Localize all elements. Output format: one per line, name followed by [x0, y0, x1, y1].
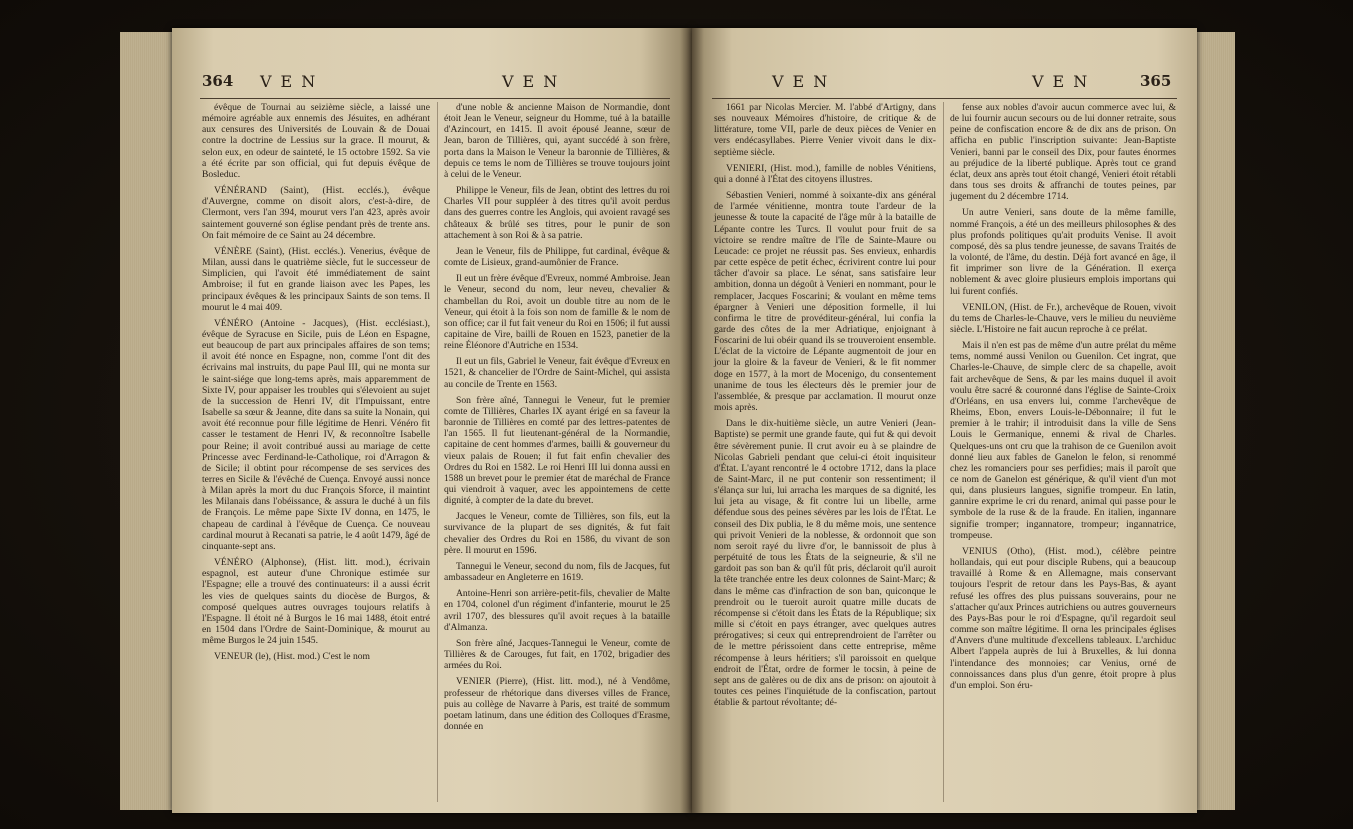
paragraph: 1661 par Nicolas Mercier. M. l'abbé d'Artigny, dans ses nouveaux Mémoires d'histoire, de critique & de littérature, tome VII, parle de deux pièces de Venier en vers endécasyllabes. Pierre Venier vivoit dans le dix-septième siècle.: [714, 102, 936, 158]
right-page-number: 365: [1140, 72, 1172, 90]
right-column-divider: [943, 102, 944, 802]
paragraph: VENIUS (Otho), (Hist. mod.), célèbre peintre hollandais, qui eut pour disciple Rubens, qui a beaucoup travaillé à Rome & en Allemagne, mais conservant toujours l'esprit de retour dans les Pays-Bas, & ayant refusé les offres des plus puissans souverains, pour ne s'attacher qu'aux Princes autrichiens ou autres gouverneurs des Pays-Bas pour le roi d'Espagne, qu'il regardoit seul comme son maître légitime. Il orna les principales églises d'Anvers d'une multitude d'excellens tableaux. L'archiduc Albert l'appela auprès de lui à Bruxelles, & lui donna l'intendance des monnoies; car Venius, orné de connoissances dans plus d'un genre, étoit propre à plus d'un emploi. Son éru-: [950, 545, 1176, 691]
paragraph: Son frère aîné, Tannegui le Veneur, fut le premier comte de Tillières, Charles IX ayant érigé en sa faveur la baronnie de Tillières en comté par des lettres-patentes de l'an 1565. Il fut lieutenant-général de la Normandie, capitaine de cent hommes d'armes, bailli & gouverneur du vieux palais de Rouen; il fut fait enfin chevalier des Ordres du Roi en 1582. Le roi Henri III lui donna aussi en 1588 un brevet pour le premier état de maréchal de France qui viendroit à vaquer, avec les appointemens de cette dignité, à compter de la date du brevet.: [444, 394, 670, 507]
left-column-2: [444, 102, 670, 737]
paragraph: Dans le dix-huitième siècle, un autre Venieri (Jean-Baptiste) se permit une grande faute, qui fut & qui devoit être sévèrement punie. Il crut avoir eu à se plaindre de Nicolas Gabrieli pendant que celui-ci étoit inquisiteur d'État. L'ayant rencontré le 4 octobre 1712, dans la place de Saint-Marc, il ne put contenir son ressentiment; il s'élança sur lui, lui arracha les marques de sa dignité, les lui jeta au visage, & fit contre lui un libelle, arme défendue sous des peines sévères par les lois de l'État. Le conseil des Dix publia, le 8 du même mois, une sentence qui privoit Venieri de la noblesse, & ordonnoit que son nom seroit rayé du livre d'or, le bannissoit de plus à perpétuité de tous les États de la seigneurie, & s'il ne gardoit pas son ban & qu'il fût pris, déclaroit qu'il auroit la tête tranchée entre les deux colonnes de Saint-Marc; & dans le même cas d'infraction de son ban, quiconque le prendroit ou le tueroit auroit quatre mille ducats de récompense si c'étoit dans les États de la République; six mille si c'étoit en pays étranger, avec quelques autres prérogatives; si ceux qui entreprendroient de l'arrêter ou de le mettre périssoient dans cette entreprise, même récompense à leurs héritiers; s'il paroissoit en quelque endroit de l'État, ordre de former le tocsin, à peine de sept ans de galères ou de dix ans de prison: on ajoutoit à toutes ces peines l'inquiétude de la confiscation, partout établie & partout révoltante; dé-: [714, 418, 936, 709]
right-column-1: [714, 102, 936, 713]
paragraph: Il eut un frère évêque d'Evreux, nommé Ambroise. Jean le Veneur, second du nom, leur neveu, chevalier & chambellan du Roi, avoit un double titre au nom de le Veneur, qui étoit à la fois son nom de famille & le nom de son office; car il fut fait veneur du Roi en 1506; il fut aussi capitaine de Vire, bailli de Rouen en 1523, panetier de la reine Éléonore d'Autriche en 1534.: [444, 273, 670, 352]
left-header-rule: [200, 98, 670, 99]
paragraph: VENIERI, (Hist. mod.), famille de nobles Vénitiens, qui a donné à l'État des citoyens illustres.: [714, 162, 936, 185]
paragraph: Antoine-Henri son arrière-petit-fils, chevalier de Malte en 1704, colonel d'un régiment d'infanterie, mourut le 25 avril 1707, des blessures qu'il avoit reçues à la bataille d'Almanza.: [444, 588, 670, 633]
left-column-1: [202, 102, 430, 668]
left-column-divider: [437, 102, 438, 802]
open-book: [120, 10, 1235, 820]
left-page-number: 364: [202, 72, 234, 90]
paragraph: fense aux nobles d'avoir aucun commerce avec lui, & de lui fournir aucun secours ou de lui donner retraite, sous peine de confiscation encore & de dix ans de prison. On afficha en public l'inscription suivante: Jean-Baptiste Venieri, banni par le conseil des Dix, pour fautes énormes au préjudice de la liberté publique. Après tout ce grand éclat, deux ans après tout étoit changé, Venieri étoit rétabli dans tous ses droits & affranchi de toutes peines, par jugement du 2 décembre 1714.: [950, 102, 1176, 203]
book-gutter: [680, 28, 704, 813]
paragraph: VÉNÈRE (Saint), (Hist. ecclés.). Venerius, évêque de Milan, aussi dans le quatrième siècle, fut le successeur de Simplicien, qui l'avoit été immédiatement de saint Ambroise; il fut en grande liaison avec les Papes, les principaux évêques & les principaux Saints de son tems. Il mourut le 4 mai 409.: [202, 245, 430, 313]
left-running-title-1: VEN: [260, 72, 325, 91]
left-running-title-2: VEN: [502, 72, 567, 91]
left-page: [172, 28, 692, 813]
right-running-title-2: VEN: [1032, 72, 1097, 91]
paragraph: Philippe le Veneur, fils de Jean, obtint des lettres du roi Charles VII pour suppléer à des titres qu'il avoit perdus dans des guerres contre les Anglois, qui avoient ravagé ses châteaux & brûlé ses titres, pour le punir de son attachement à son Roi & à sa patrie.: [444, 185, 670, 241]
paragraph: évêque de Tournai au seizième siècle, a laissé une mémoire agréable aux ennemis des Jésuites, en adhérant aux censures des Universités de Louvain & de Douai contre la doctrine de Lessius sur la grace. Il mourut, & selon eux, en odeur de sainteté, le 15 octobre 1592. Sa vie a été écrite par son official, qui fut depuis évêque de Bosleduc.: [202, 102, 430, 180]
right-running-title-1: VEN: [772, 72, 837, 91]
paragraph: Jacques le Veneur, comte de Tillières, son fils, eut la survivance de la plupart de ses dignités, & fut fait chevalier des Ordres du Roi en 1586, du vivant de son père. Il mourut en 1596.: [444, 511, 670, 556]
paragraph: VENEUR (le), (Hist. mod.) C'est le nom: [214, 651, 371, 663]
paragraph: VENILON, (Hist. de Fr.), archevêque de Rouen, vivoit du tems de Charles-le-Chauve, vers le milieu du neuvième siècle. L'Histoire ne fait aucun reproche à ce prélat.: [950, 301, 1176, 335]
right-column-2: [950, 102, 1176, 696]
paragraph: Tannegui le Veneur, second du nom, fils de Jacques, fut ambassadeur en Angleterre en 1619.: [444, 560, 670, 584]
paragraph: VÉNÉRAND (Saint), (Hist. ecclés.), évêque d'Auvergne, comme on disoit alors, c'est-à-dire, de Clermont, vers l'an 394, mourut vers l'an 423, après avoir saintement gouverné son église pendant près de trente ans. On fait mémoire de ce Saint au 24 décembre.: [202, 185, 430, 241]
paragraph: Un autre Venieri, sans doute de la même famille, nommé François, a été un des meilleurs philosophes & des plus profonds politiques qu'ait produits Venise. Il avoit composé, dès sa plus tendre jeunesse, de savans Traités de la volonté, de l'âme, du destin. Déjà fort avancé en âge, il fit imprimer son livre de la Génération. Il exerça noblement & avec gloire plusieurs emplois importans qui lui furent confiés.: [950, 207, 1176, 297]
paragraph: VENIER (Pierre), (Hist. litt. mod.), né à Vendôme, professeur de rhétorique dans diverses villes de France, puis au collège de Navarre à Paris, est traité de sommum poetam latinum, dans une édition des Colloques d'Erasme, donnée en: [444, 676, 670, 732]
page-edges-left: [120, 32, 175, 810]
paragraph: d'une noble & ancienne Maison de Normandie, dont étoit Jean le Veneur, seigneur du Homme, tué à la bataille d'Azincourt, en 1415. Il avoit épousé Jeanne, sœur de Jean, baron de Tillières, qui, ayant succédé à son frère, porta dans la Maison le Veneur la baronnie de Tillières, & depuis ce tems le nom de Tillières se trouve toujours joint à celui de le Veneur.: [444, 102, 670, 180]
paragraph: Mais il n'en est pas de même d'un autre prélat du même tems, nommé aussi Venilon ou Guenilon. Cet ingrat, que Charles-le-Chauve, de simple clerc de sa chapelle, avoit fait archevêque de Sens, & par les mains duquel il avoit voulu être sacré & couronné dans l'église de Sainte-Croix d'Orléans, en usa envers lui, comme l'archevêque de Rheims, Ebon, envers Louis-le-Débonnaire; il fut le premier à le trahir; il introduisit dans la ville de Sens Louis le Germanique, ennemi & rival de Charles. Quelques-uns ont cru que la trahison de ce Guenilon avoit donné lieu aux fables de Ganelon le felon, si renommé chez les romanciers pour ses perfidies; mais il paroît que ce nom de Ganelon est générique, & qu'il vient d'un mot qui, dans plusieurs langues, signifie trompeur. En latin, gannire exprime le cri du renard, animal qui passe pour le symbole de la ruse & de la fraude. En italien, ingannare signifie tromper; ingannatore, trompeur; ingannatrice, trompeuse.: [950, 340, 1176, 541]
right-page: [692, 28, 1197, 813]
paragraph: Il eut un fils, Gabriel le Veneur, fait évêque d'Evreux en 1521, & chancelier de l'Ordre de Saint-Michel, qui assista au concile de Trente en 1563.: [444, 356, 670, 390]
paragraph: Sébastien Venieri, nommé à soixante-dix ans général de l'armée vénitienne, montra toute l'ardeur de la jeunesse & toute la capacité de l'âge mûr à la bataille de Lépante contre les Turcs. Il voulut pour fruit de sa victoire se rendre maître de l'île de Sainte-Maure ou Leucade: ce projet ne réussit pas. Ses envieux, enhardis par cette espèce de petit échec, écrivirent contre lui pour tâcher d'avoir sa place. Le sénat, sans satisfaire leur ambition, donna un dégoût à Venieri en nommant, pour le remplacer, Jacques Foscarini; & voulant en même tems épargner à Venieri une déposition formelle, il lui confirma le titre de provéditeur-général, lui confia la garde des côtes de la mer Adriatique, enjoignant à Foscarini de lui obéir quand ils se trouveroient ensemble. L'éclat de la victoire de Lépante augmentoit de jour en jour la gloire & la faveur de Venieri, & le fit nommer doge en 1577, à la mort de Mocenigo, du consentement unanime de tous les électeurs dès le premier jour de l'assemblée, & presque par acclamation. Il mourut onze mois après.: [714, 190, 936, 414]
right-header-rule: [712, 98, 1177, 99]
paragraph: Jean le Veneur, fils de Philippe, fut cardinal, évêque & comte de Lisieux, grand-aumônier de France.: [444, 245, 670, 269]
paragraph: VÉNÉRO (Alphonse), (Hist. litt. mod.), écrivain espagnol, est auteur d'une Chronique estimée sur l'Espagne; elle a trouvé des continuateurs: il a aussi écrit les vies de quelques saints du diocèse de Burgos, & composé quelques autres ouvrages toujours relatifs à l'Espagne. Il étoit né à Burgos le 16 mai 1488, étoit entré en 1504 dans l'Ordre de Saint-Dominique, & mourut au même Burgos le 24 juin 1545.: [202, 557, 430, 647]
paragraph: VÉNÉRO (Antoine - Jacques), (Hist. ecclésiast.), évêque de Syracuse en Sicile, puis de Léon en Espagne, eut beaucoup de part aux principales affaires de son tems; il avoit été nonce en Espagne, non, comme l'ont dit des écrivains mal instruits, du pape Paul III, qui ne monta sur le saint-siége que long-tems après, mais apparemment de Sixte IV, pour appaiser les troubles qui s'élevoient au sujet de la succession de Henri IV, dit l'Impuissant, entre Isabelle sa sœur & Jeanne, dite dans sa suite la Nonain, qui avoit été reconnue pour fille légitime de Henri. Vénéro fit casser le testament de Henri IV, & reconnoître Isabelle pour Reine; il avoit contribué aussi au mariage de cette Princesse avec Ferdinand-le-Catholique, roi d'Arragon & de Sicile; il obtint pour récompense de ses services des terres en Sicile & l'évêché de Cuença. Envoyé aussi nonce à Milan après la mort du duc François Sforce, il maintint les Milanais dans l'obéissance, & assura le duché à un fils de François. Le même pape Sixte IV donna, en 1475, le chapeau de cardinal à l'évêque de Cuença. Ce nouveau cardinal mourut à Recanati sa patrie, le 4 août 1479, âgé de cinquante-sept ans.: [202, 317, 430, 552]
page-edges-right: [1195, 32, 1235, 810]
paragraph: Son frère aîné, Jacques-Tannegui le Veneur, comte de Tillières & de Carouges, fut fait, en 1702, brigadier des armées du Roi.: [444, 637, 670, 672]
